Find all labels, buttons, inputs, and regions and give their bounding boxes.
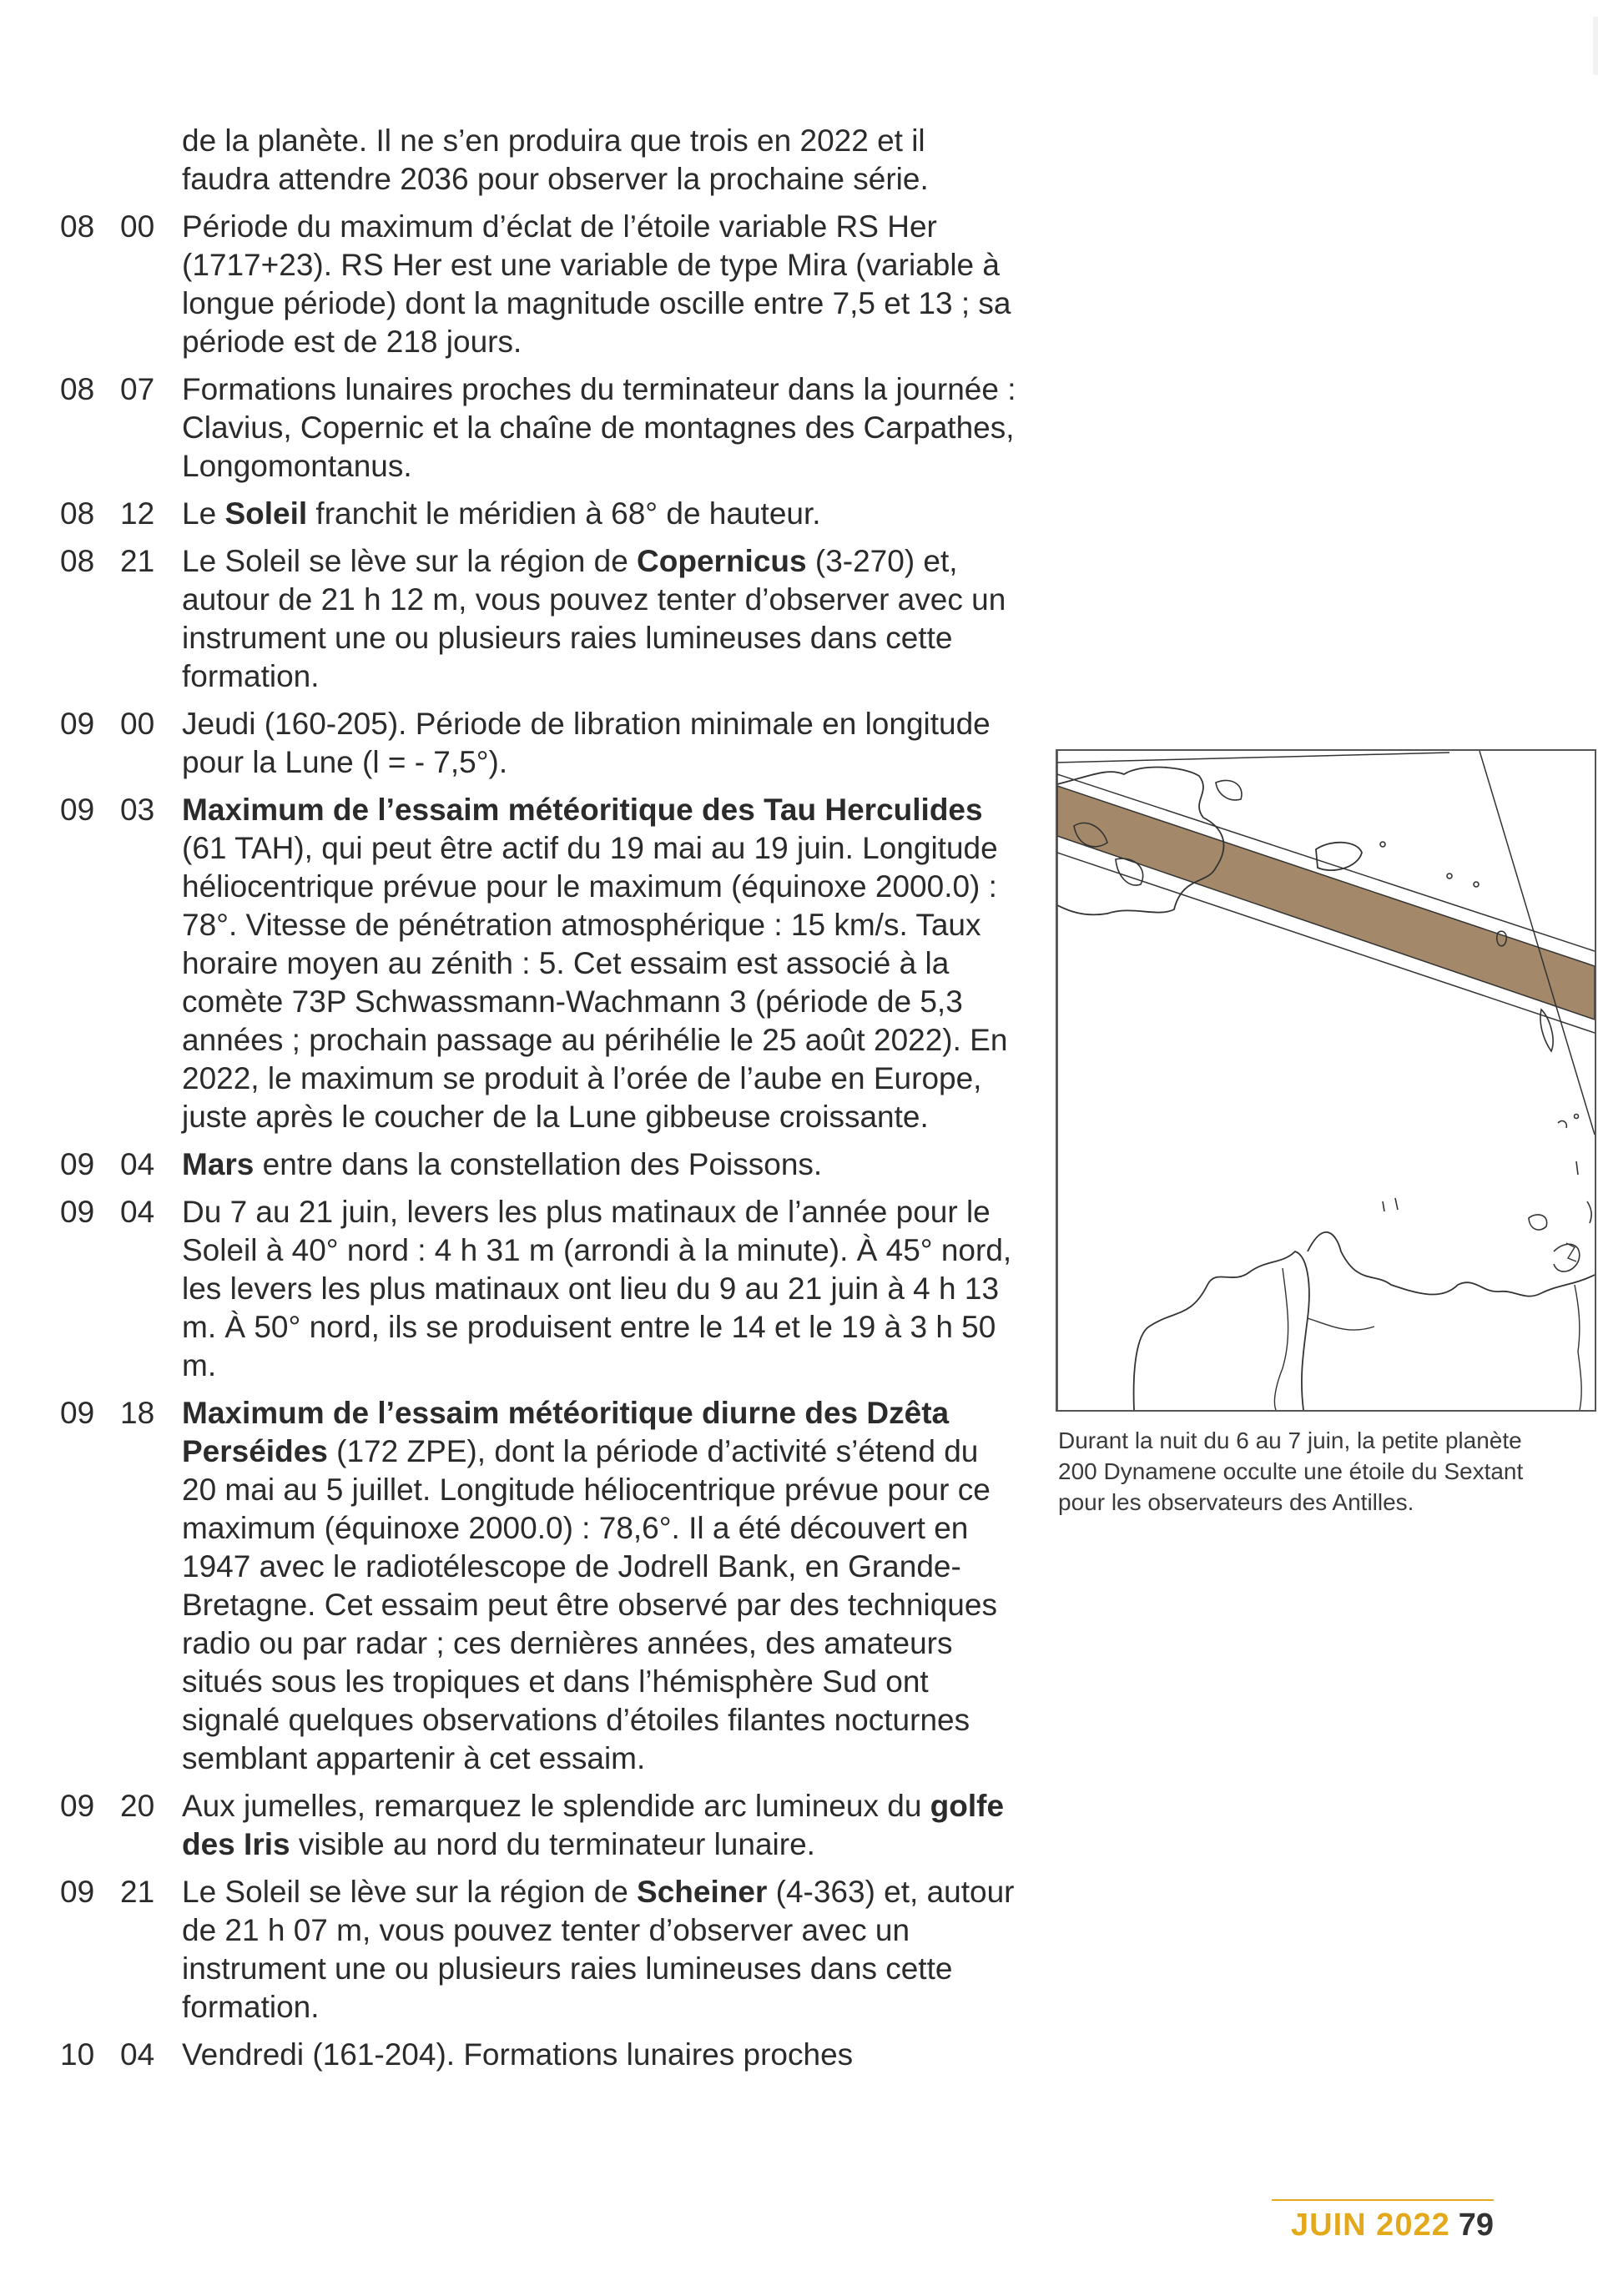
entry-text: [182, 542, 1020, 696]
entry-highlight: Scheiner: [637, 1875, 768, 1909]
ephemeris-entry: [60, 370, 1020, 486]
occultation-map: [1056, 749, 1596, 1412]
ephemeris-entry: [60, 542, 1020, 696]
entry-text: [182, 1394, 1020, 1778]
entry-hour: 18: [120, 1396, 155, 1430]
entry-hour: 00: [120, 707, 155, 741]
figure-caption: Durant la nuit du 6 au 7 juin, la petite planète 200 Dynamene occulte une étoile du Sextant pour les observateurs des Antilles.: [1058, 1427, 1524, 1515]
entry-day: 08: [60, 372, 95, 406]
entry-hour: 04: [120, 1195, 155, 1229]
main-column: [60, 122, 1020, 2074]
entry-text: [182, 1145, 1020, 1184]
ephemeris-entry: [60, 495, 1020, 533]
entry-text-run: (4-363) et, autour de 21 h 07 m, vous pouvez tenter d’observer avec un instrument une ou plusieurs raies lumineuses dans cette formation.: [182, 1875, 1015, 2024]
entry-text: [182, 1873, 1020, 2027]
entry-text: [182, 1787, 1020, 1864]
entry-day: 09: [60, 793, 95, 827]
entry-text-run: (61 TAH), qui peut être actif du 19 mai au 19 juin. Longitude héliocentrique prévue pour le maximum (équinoxe 2000.0) : 78°. Vitesse de pénétration atmosphérique : 15 km/s. Taux horaire moyen au zénith : 5. Cet essaim est associé à la comète 73P Schwassmann-Wachmann 3 (période de 5,3 années ; prochain passage au périhélie le 25 août 2022). En 2022, le maximum se produit à l’orée de l’aube en Europe, juste après le coucher de la Lune gibbeuse croissante.: [182, 831, 1008, 1134]
entry-hour: 21: [120, 544, 155, 578]
entry-hour: 03: [120, 793, 155, 827]
entry-highlight: Maximum de l’essaim météoritique diurne des Dzêta Perséides: [182, 1396, 950, 1468]
coastline-continent: [1134, 1251, 1309, 1410]
entry-day: 09: [60, 1396, 95, 1430]
entry-day: 09: [60, 1789, 95, 1823]
entry-text-run: Le: [182, 496, 225, 531]
entry-highlight: golfe des Iris: [182, 1789, 1005, 1861]
entry-day: 08: [60, 496, 95, 531]
entry-hour: 04: [120, 2037, 155, 2072]
entry-text: [182, 2036, 1020, 2074]
entry-text-run: franchit le méridien à 68° de hauteur.: [307, 496, 821, 531]
ephemeris-entry: [60, 791, 1020, 1136]
entry-day: 08: [60, 544, 95, 578]
entry-text-run: (172 ZPE), dont la période d’activité s’étend du 20 mai au 5 juillet. Longitude héliocentrique prévue pour ce maximum (équinoxe 2000.0) : 78,6°. Il a été découvert en 1947 avec le radiotélescope de Jodrell Bank, en Grande-Bretagne. Cet essaim peut être observé par des techniques radio ou par radar ; ces dernières années, des amateurs situés sous les tropiques et dans l’hémisphère Sud ont signalé quelques observations d’étoiles filantes nocturnes semblant appartenir à cet essaim.: [182, 1434, 997, 1775]
entry-highlight: Mars: [182, 1147, 255, 1181]
occultation-map-drawing: [1057, 751, 1595, 1410]
entry-text-run: Vendredi (161-204). Formations lunaires proches: [182, 2037, 854, 2072]
entry-text-run: Jeudi (160-205). Période de libration minimale en longitude pour la Lune (l = - 7,5°).: [182, 707, 991, 779]
entry-day: 10: [60, 2037, 95, 2072]
ephemeris-entry: [60, 208, 1020, 361]
ephemeris-entry: [60, 2036, 1020, 2074]
entry-hour: 21: [120, 1875, 155, 1909]
entry-text: [182, 1193, 1020, 1385]
ephemeris-list: [60, 208, 1020, 2074]
entry-text: [182, 370, 1020, 486]
ephemeris-entry: [60, 1145, 1020, 1184]
entry-day: 08: [60, 209, 95, 244]
entry-hour: 07: [120, 372, 155, 406]
occultation-shadow-band: [1057, 786, 1595, 1020]
entry-day: 09: [60, 1147, 95, 1181]
page-edge-mark: [1593, 17, 1598, 75]
entry-text-run: Période du maximum d’éclat de l’étoile variable RS Her (1717+23). RS Her est une variable de type Mira (variable à longue période) dont la magnitude oscille entre 7,5 et 13 ; sa période est de 218 jours.: [182, 209, 1011, 359]
entry-hour: 00: [120, 209, 155, 244]
entry-text-run: (3-270) et, autour de 21 h 12 m, vous pouvez tenter d’observer avec un instrument une ou plusieurs raies lumineuses dans cette formation.: [182, 544, 1006, 693]
ephemeris-entry: [60, 705, 1020, 782]
entry-highlight: Soleil: [224, 496, 308, 531]
entry-hour: 04: [120, 1147, 155, 1181]
entry-text-run: visible au nord du terminateur lunaire.: [290, 1827, 815, 1861]
ephemeris-entry: [60, 1193, 1020, 1385]
entry-day: 09: [60, 1875, 95, 1909]
coastline-small-island: [1316, 843, 1362, 870]
entry-day: 09: [60, 707, 95, 741]
entry-text-run: entre dans la constellation des Poissons.: [254, 1147, 823, 1181]
continuation-text: de la planète. Il ne s’en produira que trois en 2022 et il faudra attendre 2036 pour observer la prochaine série.: [182, 123, 929, 196]
entry-text-run: Le Soleil se lève sur la région de: [182, 544, 638, 578]
entry-text: [182, 705, 1020, 782]
entry-text: [182, 495, 1020, 533]
entry-highlight: Maximum de l’essaim météoritique des Tau Herculides: [182, 793, 983, 827]
entry-highlight: Copernicus: [637, 544, 807, 578]
ephemeris-entry: [60, 1873, 1020, 2027]
footer-month: JUIN 2022: [1291, 2208, 1450, 2243]
page-footer: [1272, 2199, 1494, 2243]
ephemeris-entry: [60, 1787, 1020, 1864]
entry-text-run: Formations lunaires proches du terminateur dans la journée : Clavius, Copernic et la chaîne de montagnes des Carpathes, Longomontanus.: [182, 372, 1016, 483]
entry-text: [182, 208, 1020, 361]
entry-hour: 12: [120, 496, 155, 531]
entry-text-run: Le Soleil se lève sur la région de: [182, 1875, 638, 1909]
entry-hour: 20: [120, 1789, 155, 1823]
entry-text-run: Du 7 au 21 juin, levers les plus matinaux de l’année pour le Soleil à 40° nord : 4 h 31 m (arrondi à la minute). À 45° nord, les levers les plus matinaux ont lieu du 9 au 21 juin à 4 h 13 m. À 50° nord, ils se produisent entre le 14 et le 19 à 3 h 50 m.: [182, 1195, 1012, 1382]
entry-text: [182, 791, 1020, 1136]
page-number: 79: [1458, 2208, 1494, 2243]
ephemeris-entry: [60, 1394, 1020, 1778]
map-line-top: [1057, 753, 1449, 763]
entry-text-run: Aux jumelles, remarquez le splendide arc lumineux du: [182, 1789, 930, 1823]
entry-day: 09: [60, 1195, 95, 1229]
